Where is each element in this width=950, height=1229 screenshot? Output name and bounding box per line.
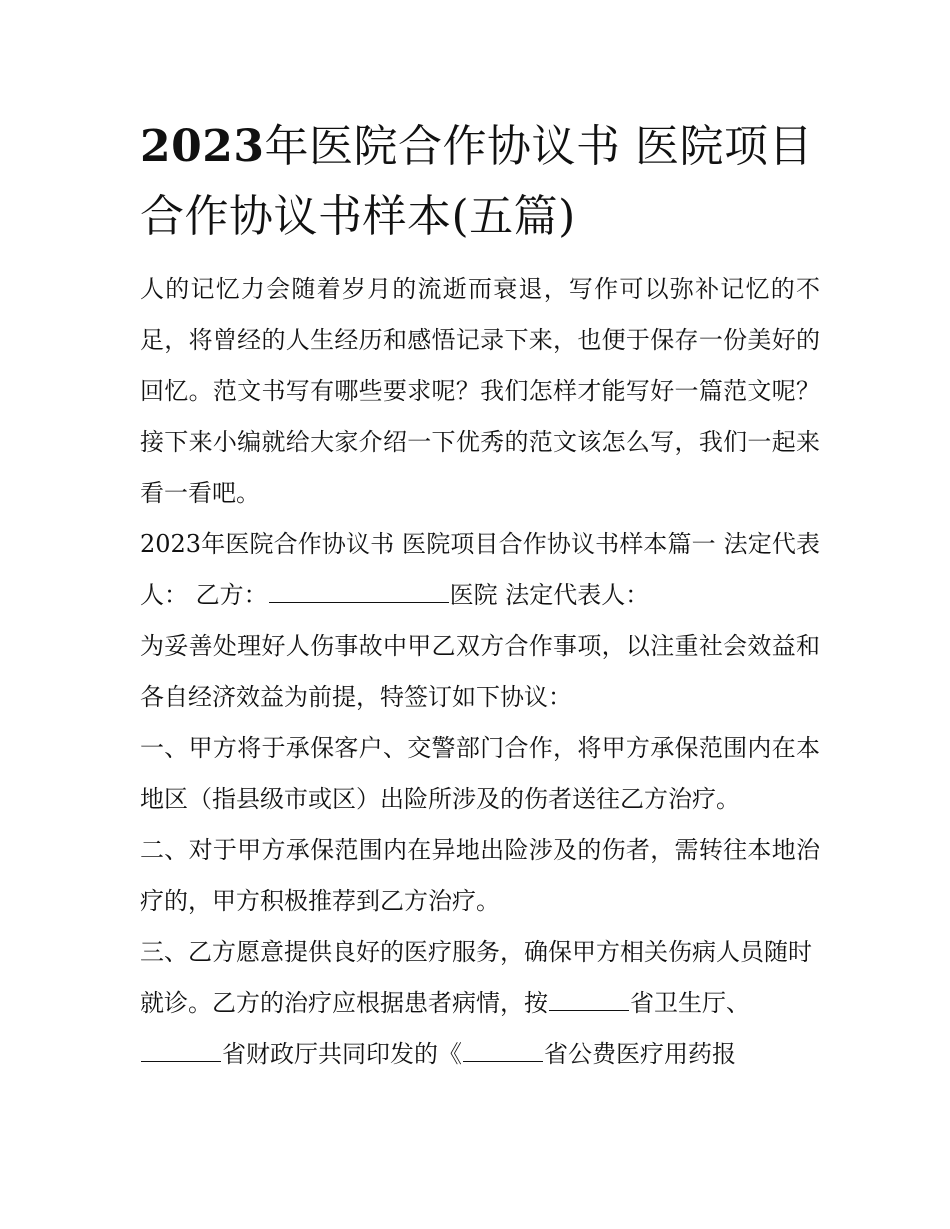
clause-3-part-2: 省卫生厅、 — [630, 989, 750, 1017]
clause-1: 一、甲方将于承保客户、交警部门合作，将甲方承保范围内在本地区（指县级市或区）出险所涉及的伤者送往乙方治疗。 — [140, 734, 820, 813]
province-blank-3 — [463, 1037, 543, 1062]
document-page — [140, 112, 820, 1080]
section-heading — [140, 519, 820, 621]
document-title — [140, 112, 820, 252]
clause-3-part-3: 省财政厅共同印发的《 — [222, 1040, 462, 1068]
province-blank-2 — [141, 1037, 221, 1062]
clause-3-part-4: 省公费医疗用药报 — [544, 1040, 736, 1068]
section-heading-text: 2023年医院合作协议书 医院项目合作协议书样本篇一 法定代表人： 乙方： — [140, 530, 820, 609]
section-heading-tail: 医院 法定代表人： — [449, 581, 650, 609]
party-b-blank — [269, 578, 449, 603]
title-year: 2023 — [140, 121, 265, 172]
intro-paragraph: 人的记忆力会随着岁月的流逝而衰退，写作可以弥补记忆的不足，将曾经的人生经历和感悟记录下来，也便于保存一份美好的回忆。范文书写有哪些要求呢？我们怎样才能写好一篇范文呢？接下来小编就给大家介绍一下优秀的范文该怎么写，我们一起来看一看吧。 — [140, 275, 820, 507]
title-text: 年医院合作协议书 医院项目合作协议书样本(五篇) — [140, 121, 813, 242]
clause-3-part-1: 三、乙方愿意提供良好的医疗服务，确保甲方相关伤病人员随时就诊。乙方的治疗应根据患者病情，按 — [140, 938, 812, 1017]
clause-2: 二、对于甲方承保范围内在异地出险涉及的伤者，需转往本地治疗的，甲方积极推荐到乙方治疗。 — [140, 836, 820, 915]
clause-3 — [140, 927, 820, 1080]
preamble-paragraph: 为妥善处理好人伤事故中甲乙双方合作事项，以注重社会效益和各自经济效益为前提，特签订如下协议： — [140, 632, 820, 711]
province-blank-1 — [549, 986, 629, 1011]
